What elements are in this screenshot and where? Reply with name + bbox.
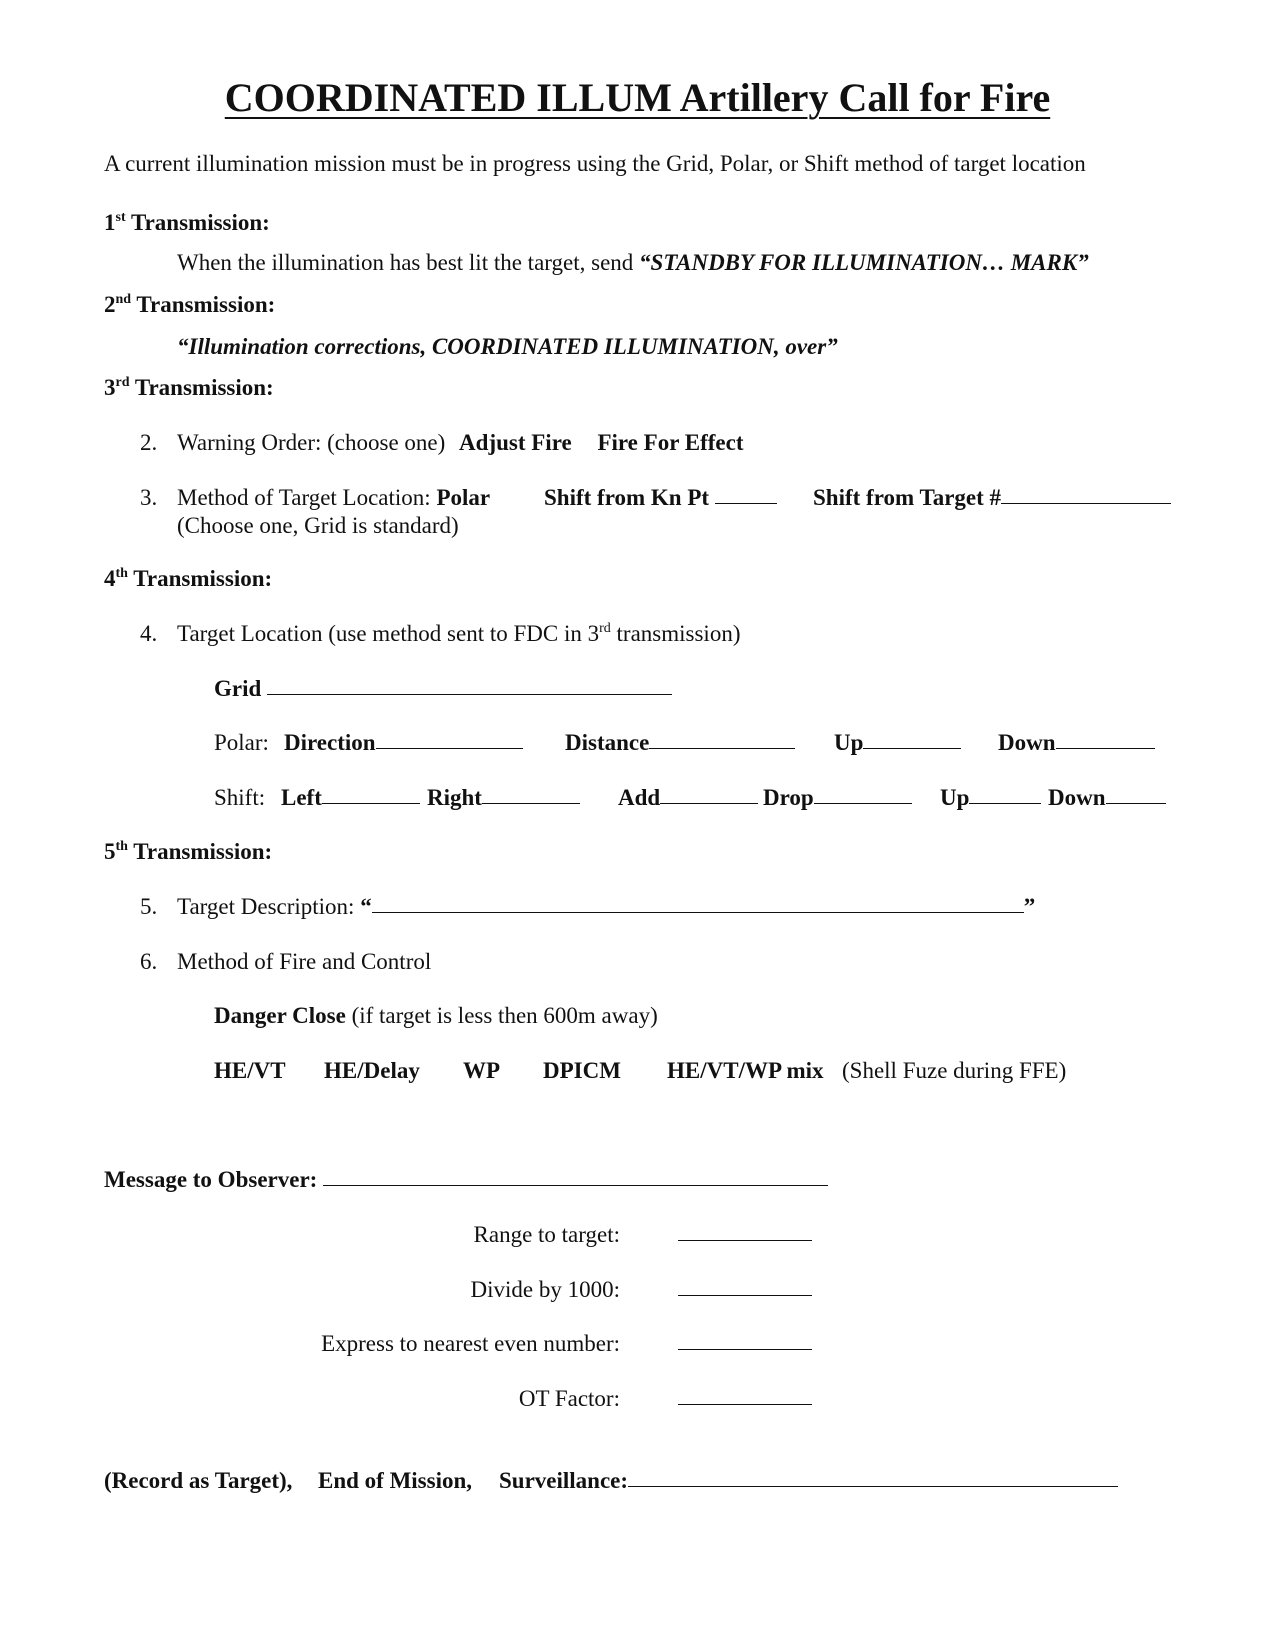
- shift-down-field[interactable]: Down: [1048, 786, 1166, 809]
- divide-by-1000-label: Divide by 1000:: [470, 1277, 620, 1302]
- item-3-number: 3.: [140, 485, 158, 510]
- method-of-location-row: Method of Target Location: Polar: [177, 485, 491, 510]
- shell-option-wp[interactable]: WP: [463, 1058, 501, 1083]
- polar-down-field[interactable]: Down: [998, 731, 1155, 754]
- transmission-3-heading: 3rd Transmission:: [104, 375, 274, 400]
- option-shift-from-known-point[interactable]: Shift from Kn Pt: [544, 486, 777, 509]
- nearest-even-number-field[interactable]: [678, 1332, 812, 1355]
- shift-up-field[interactable]: Up: [940, 786, 1041, 809]
- record-as-target-option[interactable]: (Record as Target),: [104, 1468, 293, 1493]
- item-4-number: 4.: [140, 621, 158, 646]
- shell-option-dpicm[interactable]: DPICM: [543, 1058, 621, 1083]
- polar-distance-field[interactable]: Distance: [565, 731, 795, 754]
- item-5-number: 5.: [140, 894, 158, 919]
- danger-close-option[interactable]: Danger Close (if target is less then 600m away): [214, 1003, 658, 1028]
- range-to-target-field[interactable]: [678, 1223, 812, 1246]
- end-of-mission-option[interactable]: End of Mission,: [318, 1468, 473, 1493]
- method-note: (Choose one, Grid is standard): [177, 513, 459, 538]
- message-to-observer-field[interactable]: Message to Observer:: [104, 1168, 828, 1191]
- shift-add-field[interactable]: Add: [618, 786, 758, 809]
- shift-drop-field[interactable]: Drop: [763, 786, 912, 809]
- target-location-text: Target Location (use method sent to FDC in 3rd transmission): [177, 621, 741, 646]
- option-adjust-fire[interactable]: Adjust Fire: [459, 430, 572, 455]
- method-of-fire-text: Method of Fire and Control: [177, 949, 432, 974]
- shell-note: (Shell Fuze during FFE): [842, 1058, 1067, 1083]
- option-shift-from-target[interactable]: Shift from Target #: [813, 486, 1171, 509]
- ot-factor-label: OT Factor:: [518, 1386, 620, 1411]
- intro-text: A current illumination mission must be in progress using the Grid, Polar, or Shift method of target location: [104, 151, 1086, 176]
- transmission-1-heading: 1st Transmission:: [104, 210, 270, 235]
- polar-direction-field[interactable]: Direction: [284, 731, 523, 754]
- option-fire-for-effect[interactable]: Fire For Effect: [597, 430, 744, 455]
- shell-option-he-vt[interactable]: HE/VT: [214, 1058, 286, 1083]
- shift-label: Shift:: [214, 785, 266, 810]
- transmission-1-body: When the illumination has best lit the target, send “STANDBY FOR ILLUMINATION… MARK”: [177, 250, 1089, 275]
- shell-option-mix[interactable]: HE/VT/WP mix: [667, 1058, 824, 1083]
- transmission-2-heading: 2nd Transmission:: [104, 292, 276, 317]
- surveillance-field[interactable]: Surveillance:: [499, 1469, 1118, 1492]
- item-6-number: 6.: [140, 949, 158, 974]
- shell-option-he-delay[interactable]: HE/Delay: [324, 1058, 420, 1083]
- transmission-4-heading: 4th Transmission:: [104, 566, 273, 591]
- transmission-2-quote: “Illumination corrections, COORDINATED ILLUMINATION, over”: [177, 334, 838, 359]
- warning-order-row: Warning Order: (choose one) Adjust Fire Fire For Effect: [177, 430, 744, 455]
- divide-by-1000-field[interactable]: [678, 1278, 812, 1301]
- grid-field[interactable]: Grid: [214, 677, 672, 700]
- shift-left-field[interactable]: Left: [281, 786, 420, 809]
- polar-label: Polar:: [214, 730, 269, 755]
- option-polar[interactable]: Polar: [436, 485, 491, 510]
- shift-right-field[interactable]: Right: [427, 786, 580, 809]
- ot-factor-field[interactable]: [678, 1387, 812, 1410]
- form-title: COORDINATED ILLUM Artillery Call for Fire: [224, 75, 1051, 120]
- range-to-target-label: Range to target:: [473, 1222, 620, 1247]
- transmission-5-heading: 5th Transmission:: [104, 839, 273, 864]
- nearest-even-number-label: Express to nearest even number:: [321, 1331, 620, 1356]
- standby-quote: “STANDBY FOR ILLUMINATION… MARK”: [639, 250, 1089, 275]
- polar-up-field[interactable]: Up: [834, 731, 961, 754]
- item-2-number: 2.: [140, 430, 158, 455]
- target-description-field[interactable]: Target Description: “ ”: [177, 894, 1036, 919]
